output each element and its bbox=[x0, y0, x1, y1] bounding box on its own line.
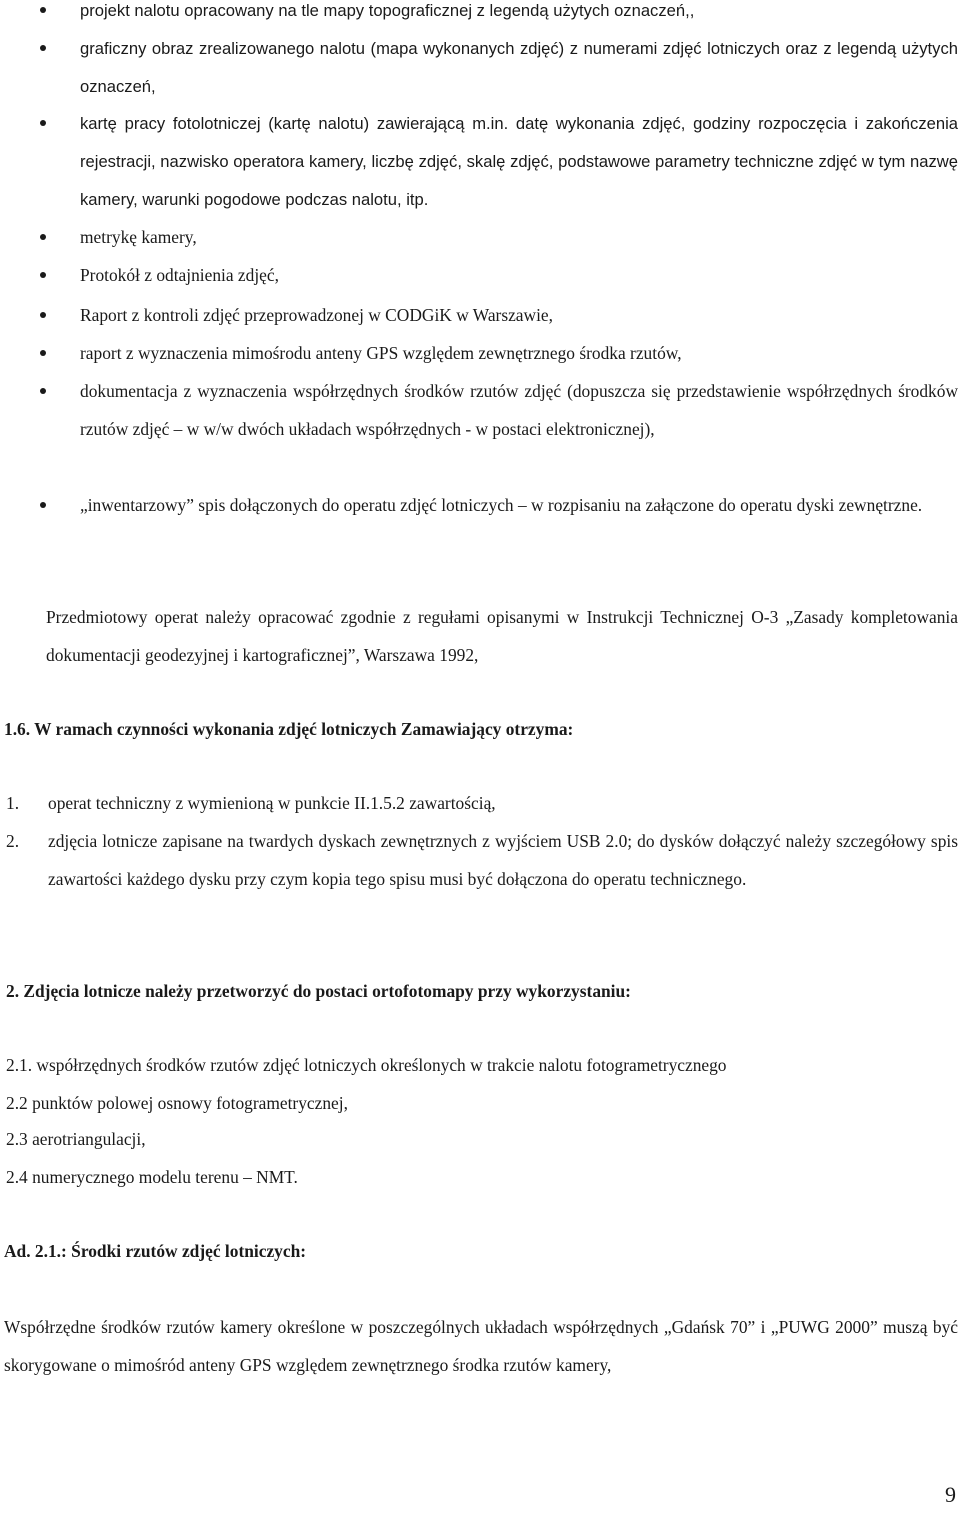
list-item: 2.4 numerycznego modelu terenu – NMT. bbox=[6, 1167, 298, 1187]
bullet-icon bbox=[40, 350, 46, 356]
bullet-icon bbox=[40, 7, 46, 13]
list-item: raport z wyznaczenia mimośrodu anteny GPS względem zewnętrznego środka rzutów, bbox=[0, 335, 960, 373]
list-item: projekt nalotu opracowany na tle mapy topograficznej z legendą użytych oznaczeń,, bbox=[0, 0, 960, 30]
bullet-icon bbox=[40, 45, 46, 51]
bullet-icon bbox=[40, 312, 46, 318]
page-number: 9 bbox=[945, 1482, 956, 1507]
instruction-paragraph: Przedmiotowy operat należy opracować zgodnie z regułami opisanymi w Instrukcji Technicznej O-3 „Zasady kompletowania dokumentacji geodezyjnej i kartograficznej”, Warszawa 1992, bbox=[46, 607, 958, 665]
item-number: 2. bbox=[6, 831, 20, 851]
list-item: kartę pracy fotolotniczej (kartę nalotu) zawierającą m.in. datę wykonania zdjęć, godziny rozpoczęcia i zakończenia rejestracji, nazwisko operatora kamery, liczbę zdjęć, skalę zdjęć, podstawowe parametry techniczne zdjęć w tym nazwę kamery, warunki pogodowe podczas nalotu, itp. bbox=[0, 105, 960, 218]
list-item: dokumentacja z wyznaczenia współrzędnych środków rzutów zdjęć (dopuszcza się przedstawienie współrzędnych środków rzutów zdjęć – w w/w dwóch układach współrzędnych - w postaci elektronicznej), bbox=[0, 373, 960, 449]
final-paragraph: Współrzędne środków rzutów kamery określone w poszczególnych układach współrzędnych „Gdańsk 70” i „PUWG 2000” muszą być skorygowane o mimośród anteny GPS względem zewnętrznego środka rzutów kamery, bbox=[4, 1317, 958, 1375]
list-item: Protokół z odtajnienia zdjęć, bbox=[0, 257, 960, 295]
bullet-icon bbox=[40, 234, 46, 240]
bullet-icon bbox=[40, 120, 46, 126]
section-heading-2: 2. Zdjęcia lotnicze należy przetworzyć do postaci ortofotomapy przy wykorzystaniu: bbox=[6, 981, 631, 1001]
ad-heading: Ad. 2.1.: Środki rzutów zdjęć lotniczych: bbox=[4, 1241, 307, 1261]
item-text: zdjęcia lotnicze zapisane na twardych dyskach zewnętrznych z wyjściem USB 2.0; do dysków dołączyć należy szczegółowy spis zawartości każdego dysku przy czym kopia tego spisu musi być dołączona do operatu technicznego. bbox=[48, 831, 958, 889]
list-item: 2.3 aerotriangulacji, bbox=[6, 1129, 146, 1149]
list-item: 2.1. współrzędnych środków rzutów zdjęć lotniczych określonych w trakcie nalotu fotogrametrycznego bbox=[6, 1055, 727, 1075]
section-heading-1-6: 1.6. W ramach czynności wykonania zdjęć lotniczych Zamawiający otrzyma: bbox=[4, 719, 574, 739]
item-text: operat techniczny z wymienioną w punkcie II.1.5.2 zawartością, bbox=[48, 793, 496, 813]
item-number: 1. bbox=[6, 793, 20, 813]
list-item: graficzny obraz zrealizowanego nalotu (mapa wykonanych zdjęć) z numerami zdjęć lotniczych oraz z legendą użytych oznaczeń, bbox=[0, 30, 960, 106]
list-item: 2.2 punktów polowej osnowy fotogrametrycznej, bbox=[6, 1093, 348, 1113]
bullet-icon bbox=[40, 272, 46, 278]
list-item: Raport z kontroli zdjęć przeprowadzonej w CODGiK w Warszawie, bbox=[0, 297, 960, 335]
list-item: metrykę kamery, bbox=[0, 219, 960, 257]
bullet-icon bbox=[40, 388, 46, 394]
bullet-icon bbox=[40, 502, 46, 508]
numbered-item bbox=[0, 785, 958, 823]
numbered-item bbox=[0, 823, 958, 899]
list-item: „inwentarzowy” spis dołączonych do operatu zdjęć lotniczych – w rozpisaniu na załączone do operatu dyski zewnętrzne. bbox=[0, 487, 960, 525]
